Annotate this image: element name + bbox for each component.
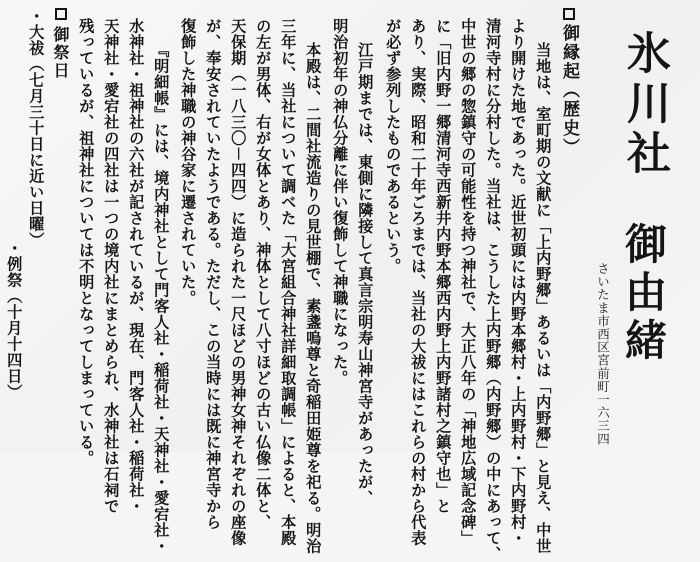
engi-heading: 御縁起（歴史） xyxy=(560,8,577,157)
body-line-7: が必ず参列したものであるという。 xyxy=(384,18,403,274)
body-line-4: 中世の郷の惣鎮守の可能性を持つ神社で、大正八年の「神地広域記念碑」 xyxy=(459,18,478,546)
body-line-17: 水神社・祖神社の六社が記されているが、現在、門客人社・稲荷社・ xyxy=(127,18,146,514)
body-line-12: の左が男体、右が女体とあり、神体として八寸ほどの古い仏像二体と、 xyxy=(254,18,273,530)
body-line-16: 『明細帳』には、境内神社として門客人社・稲荷社・天神社・愛宕社・ xyxy=(152,42,171,554)
body-line-5: に「旧内野一郷清河寺西新井内野本郷西内野上内野諸村之鎮守也」と xyxy=(434,18,453,514)
body-line-3: 清河寺村に分村した。当社は、こうした上内野郷（内野郷）の中にあって、 xyxy=(484,18,503,562)
body-line-10: 本殿は、二間社流造りの見世棚で、素盞嗚尊と奇稲田姫尊を祀る。明治 xyxy=(304,42,323,554)
sai-item-2: ・例祭（十月十四日） xyxy=(5,240,24,400)
body-line-9: 明治初年の神仏分離に伴い復飾して神職になった。 xyxy=(331,18,350,386)
body-line-6: あり、実際、昭和二十年ごろまでは、当社の大祓にはこれらの村から代表 xyxy=(409,18,428,546)
body-line-14: が、奉安されていたようである。ただし、この当時には既に神宮寺から xyxy=(204,18,223,530)
body-line-18: 天神社・愛宕社の四社は一つの境内社にまとめられ、水神社は石祠で xyxy=(102,18,121,514)
page-title: 氷川社 xyxy=(619,30,670,180)
address: さいたま市西区宮前町一六三四 xyxy=(595,262,611,446)
body-line-8: 江戸期までは、東側に隣接して真言宗明寿山神宮寺があったが、 xyxy=(356,42,375,506)
body-line-1: 当地は、室町期の文献に「上内野郷」あるいは「内野郷」と見え、中世 xyxy=(534,42,553,554)
sai-item-1: ・大祓（七月三十日に近い日曜） xyxy=(27,8,46,248)
subtitle: 御由緒 xyxy=(619,222,668,366)
body-line-11: 三年に、当社について調べた「大宮組合神社詳細取調帳」によると、本殿 xyxy=(279,18,298,546)
sai-heading: 御祭日 xyxy=(51,26,70,80)
body-line-19: 残っているが、祖神社については不明となってしまっている。 xyxy=(77,18,96,466)
body-line-13: 天保期（一八三〇－四四）に造られた一尺ほどの男神女神それぞれの座像 xyxy=(229,18,248,546)
body-line-15: 復飾した神職の神谷家に遷されていた。 xyxy=(179,18,198,306)
body-line-2: より開けた地であった。近世初頭には内野本郷村・上内野村・下内野村・ xyxy=(509,18,528,546)
